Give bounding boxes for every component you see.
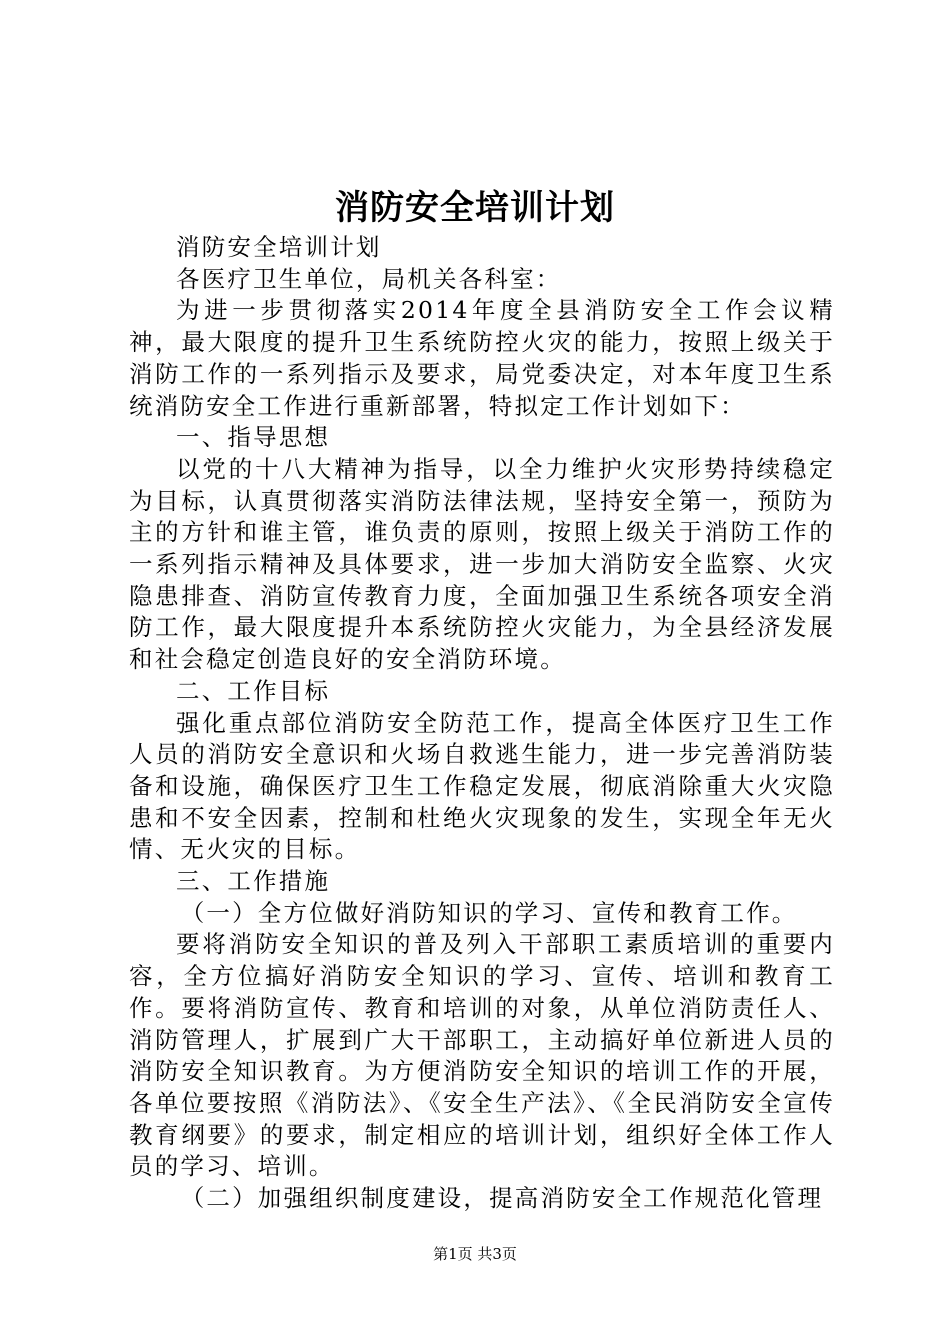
section-heading-work-goal: 二、工作目标 bbox=[176, 676, 331, 705]
intro-paragraph: 为进一步贯彻落实2014年度全县消防安全工作会议精神，最大限度的提升卫生系统防控火灾的能力，按照上级关于消防工作的一系列指示及要求，局党委决定，对本年度卫生系统消防安全工作进行重新部署，特拟定工作计划如下： bbox=[129, 296, 835, 420]
subsection-heading-2: （二）加强组织制度建设，提高消防安全工作规范化管理 bbox=[180, 1184, 824, 1213]
measures-paragraph-1: 要将消防安全知识的普及列入干部职工素质培训的重要内容，全方位搞好消防安全知识的学习、宣传、培训和教育工作。要将消防宣传、教育和培训的对象，从单位消防责任人、消防管理人，扩展到广大干部职工，主动搞好单位新进人员的消防安全知识教育。为方便消防安全知识的培训工作的开展，各单位要按照《消防法》、《安全生产法》、《全民消防安全宣传教育纲要》的要求，制定相应的培训计划，组织好全体工作人员的学习、培训。 bbox=[129, 930, 835, 1181]
body-heading-repeat: 消防安全培训计划 bbox=[176, 233, 382, 261]
page-footer: 第1页 共3页 bbox=[433, 1245, 517, 1263]
section-heading-work-measures: 三、工作措施 bbox=[176, 867, 331, 896]
document-title: 消防安全培训计划 bbox=[335, 188, 615, 228]
document-body bbox=[129, 232, 835, 1215]
subsection-heading-1: （一）全方位做好消防知识的学习、宣传和教育工作。 bbox=[180, 898, 798, 927]
guiding-thought-paragraph: 以党的十八大精神为指导，以全力维护火灾形势持续稳定为目标，认真贯彻落实消防法律法规，坚持安全第一，预防为主的方针和谁主管，谁负责的原则，按照上级关于消防工作的一系列指示精神及具体要求，进一步加大消防安全监察、火灾隐患排查、消防宣传教育力度，全面加强卫生系统各项安全消防工作，最大限度提升本系统防控火灾能力，为全县经济发展和社会稳定创造良好的安全消防环境。 bbox=[129, 454, 835, 674]
work-goal-paragraph: 强化重点部位消防安全防范工作，提高全体医疗卫生工作人员的消防安全意识和火场自救逃生能力，进一步完善消防装备和设施，确保医疗卫生工作稳定发展，彻底消除重大火灾隐患和不安全因素，控制和杜绝火灾现象的发生，实现全年无火情、无火灾的目标。 bbox=[129, 708, 835, 864]
section-heading-guiding-thought: 一、指导思想 bbox=[176, 423, 331, 452]
salutation: 各医疗卫生单位，局机关各科室： bbox=[176, 264, 562, 293]
